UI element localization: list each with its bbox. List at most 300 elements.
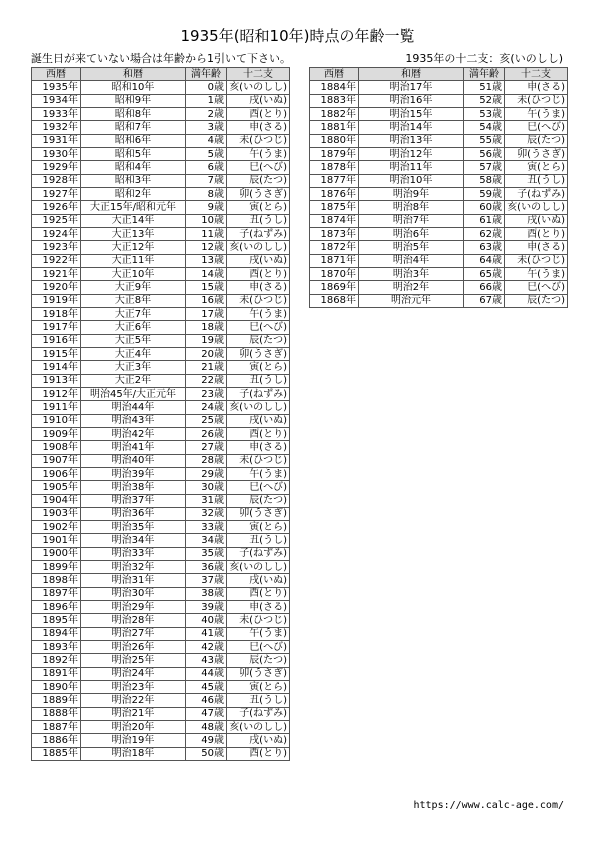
cell-western-year: 1918年 [32, 307, 81, 320]
cell-age: 18歳 [186, 321, 227, 334]
cell-age: 64歳 [464, 254, 505, 267]
cell-japanese-era: 明治22年 [81, 694, 186, 707]
cell-age: 59歳 [464, 187, 505, 200]
cell-age: 17歳 [186, 307, 227, 320]
cell-japanese-era: 明治15年 [359, 107, 464, 120]
cell-zodiac: 申(さる) [227, 281, 290, 294]
cell-western-year: 1898年 [32, 574, 81, 587]
cell-age: 29歳 [186, 467, 227, 480]
cell-zodiac: 巳(へび) [227, 481, 290, 494]
table-row [32, 414, 290, 427]
cell-zodiac: 寅(とら) [505, 161, 568, 174]
cell-japanese-era: 明治8年 [359, 201, 464, 214]
cell-age: 63歳 [464, 241, 505, 254]
table-row [310, 134, 568, 147]
cell-zodiac: 戌(いぬ) [227, 94, 290, 107]
table-row [32, 574, 290, 587]
cell-western-year: 1869年 [310, 281, 359, 294]
table-row [32, 174, 290, 187]
table-row [310, 161, 568, 174]
cell-zodiac: 戌(いぬ) [227, 254, 290, 267]
cell-japanese-era: 明治20年 [81, 721, 186, 734]
cell-japanese-era: 明治34年 [81, 534, 186, 547]
cell-zodiac: 子(ねずみ) [227, 227, 290, 240]
cell-western-year: 1928年 [32, 174, 81, 187]
table-row [32, 747, 290, 760]
table-row [32, 121, 290, 134]
cell-zodiac: 丑(うし) [227, 694, 290, 707]
cell-western-year: 1904年 [32, 494, 81, 507]
table-row [310, 187, 568, 200]
cell-zodiac: 寅(とら) [227, 201, 290, 214]
cell-zodiac: 戌(いぬ) [505, 214, 568, 227]
cell-age: 66歳 [464, 281, 505, 294]
cell-western-year: 1903年 [32, 507, 81, 520]
table-row [310, 201, 568, 214]
cell-western-year: 1884年 [310, 81, 359, 94]
cell-japanese-era: 明治36年 [81, 507, 186, 520]
table-row [310, 81, 568, 94]
cell-japanese-era: 大正4年 [81, 347, 186, 360]
cell-japanese-era: 明治29年 [81, 601, 186, 614]
cell-japanese-era: 昭和2年 [81, 187, 186, 200]
cell-zodiac: 午(うま) [227, 307, 290, 320]
cell-age: 8歳 [186, 187, 227, 200]
cell-japanese-era: 明治27年 [81, 627, 186, 640]
cell-zodiac: 未(ひつじ) [227, 454, 290, 467]
cell-japanese-era: 明治19年 [81, 734, 186, 747]
cell-japanese-era: 明治37年 [81, 494, 186, 507]
cell-japanese-era: 明治33年 [81, 547, 186, 560]
cell-western-year: 1909年 [32, 427, 81, 440]
cell-zodiac: 酉(とり) [227, 587, 290, 600]
cell-age: 23歳 [186, 387, 227, 400]
table-row [32, 627, 290, 640]
cell-age: 26歳 [186, 427, 227, 440]
cell-zodiac: 午(うま) [505, 267, 568, 280]
table-row [32, 547, 290, 560]
cell-age: 34歳 [186, 534, 227, 547]
table-row [310, 281, 568, 294]
cell-age: 42歳 [186, 641, 227, 654]
cell-zodiac: 辰(たつ) [227, 334, 290, 347]
cell-japanese-era: 明治24年 [81, 667, 186, 680]
cell-zodiac: 酉(とり) [505, 227, 568, 240]
cell-japanese-era: 明治35年 [81, 521, 186, 534]
cell-zodiac: 辰(たつ) [505, 134, 568, 147]
cell-zodiac: 子(ねずみ) [505, 187, 568, 200]
cell-age: 30歳 [186, 481, 227, 494]
cell-western-year: 1930年 [32, 147, 81, 160]
cell-japanese-era: 明治7年 [359, 214, 464, 227]
cell-zodiac: 未(ひつじ) [505, 254, 568, 267]
zodiac-of-year: 1935年の十二支：亥(いのしし) [405, 52, 563, 65]
cell-japanese-era: 明治31年 [81, 574, 186, 587]
cell-western-year: 1889年 [32, 694, 81, 707]
cell-japanese-era: 明治10年 [359, 174, 464, 187]
cell-western-year: 1876年 [310, 187, 359, 200]
cell-zodiac: 亥(いのしし) [227, 561, 290, 574]
cell-zodiac: 戌(いぬ) [227, 574, 290, 587]
cell-zodiac: 寅(とら) [227, 521, 290, 534]
cell-age: 12歳 [186, 241, 227, 254]
cell-age: 55歳 [464, 134, 505, 147]
table-row [32, 441, 290, 454]
cell-age: 24歳 [186, 401, 227, 414]
cell-japanese-era: 明治45年/大正元年 [81, 387, 186, 400]
cell-japanese-era: 昭和4年 [81, 161, 186, 174]
cell-western-year: 1917年 [32, 321, 81, 334]
cell-western-year: 1897年 [32, 587, 81, 600]
cell-western-year: 1927年 [32, 187, 81, 200]
cell-age: 58歳 [464, 174, 505, 187]
cell-zodiac: 申(さる) [505, 81, 568, 94]
cell-western-year: 1881年 [310, 121, 359, 134]
table-row [32, 294, 290, 307]
cell-zodiac: 午(うま) [227, 467, 290, 480]
cell-japanese-era: 昭和9年 [81, 94, 186, 107]
cell-japanese-era: 明治13年 [359, 134, 464, 147]
cell-japanese-era: 昭和10年 [81, 81, 186, 94]
cell-western-year: 1882年 [310, 107, 359, 120]
cell-age: 48歳 [186, 721, 227, 734]
cell-western-year: 1879年 [310, 147, 359, 160]
cell-western-year: 1888年 [32, 707, 81, 720]
cell-zodiac: 巳(へび) [227, 641, 290, 654]
cell-western-year: 1922年 [32, 254, 81, 267]
cell-age: 67歳 [464, 294, 505, 307]
cell-age: 33歳 [186, 521, 227, 534]
cell-japanese-era: 昭和6年 [81, 134, 186, 147]
cell-age: 54歳 [464, 121, 505, 134]
cell-age: 35歳 [186, 547, 227, 560]
cell-japanese-era: 明治23年 [81, 681, 186, 694]
table-row [310, 254, 568, 267]
cell-age: 25歳 [186, 414, 227, 427]
table-row [32, 494, 290, 507]
cell-zodiac: 巳(へび) [505, 281, 568, 294]
cell-age: 11歳 [186, 227, 227, 240]
cell-japanese-era: 大正5年 [81, 334, 186, 347]
table-row [32, 601, 290, 614]
cell-japanese-era: 明治28年 [81, 614, 186, 627]
cell-japanese-era: 大正8年 [81, 294, 186, 307]
cell-zodiac: 辰(たつ) [227, 174, 290, 187]
cell-zodiac: 卯(うさぎ) [227, 667, 290, 680]
header-zodiac: 十二支 [227, 68, 290, 81]
table-header-row [310, 68, 568, 81]
cell-western-year: 1901年 [32, 534, 81, 547]
cell-zodiac: 亥(いのしし) [227, 401, 290, 414]
cell-western-year: 1923年 [32, 241, 81, 254]
cell-western-year: 1934年 [32, 94, 81, 107]
cell-age: 28歳 [186, 454, 227, 467]
cell-zodiac: 申(さる) [227, 601, 290, 614]
cell-western-year: 1926年 [32, 201, 81, 214]
table-row [310, 107, 568, 120]
cell-western-year: 1893年 [32, 641, 81, 654]
table-row [32, 694, 290, 707]
cell-western-year: 1905年 [32, 481, 81, 494]
cell-western-year: 1912年 [32, 387, 81, 400]
cell-zodiac: 巳(へび) [505, 121, 568, 134]
cell-japanese-era: 明治16年 [359, 94, 464, 107]
table-row [32, 334, 290, 347]
cell-japanese-era: 明治11年 [359, 161, 464, 174]
table-row [32, 654, 290, 667]
cell-zodiac: 申(さる) [227, 441, 290, 454]
cell-japanese-era: 明治44年 [81, 401, 186, 414]
cell-zodiac: 丑(うし) [227, 214, 290, 227]
cell-age: 14歳 [186, 267, 227, 280]
table-row [32, 94, 290, 107]
table-row [32, 214, 290, 227]
cell-age: 61歳 [464, 214, 505, 227]
cell-zodiac: 寅(とら) [227, 361, 290, 374]
cell-western-year: 1902年 [32, 521, 81, 534]
table-row [32, 227, 290, 240]
table-row [32, 347, 290, 360]
cell-zodiac: 亥(いのしし) [227, 721, 290, 734]
cell-japanese-era: 明治41年 [81, 441, 186, 454]
cell-zodiac: 午(うま) [505, 107, 568, 120]
cell-age: 62歳 [464, 227, 505, 240]
cell-japanese-era: 明治30年 [81, 587, 186, 600]
table-row [310, 294, 568, 307]
cell-zodiac: 巳(へび) [227, 321, 290, 334]
table-row [32, 734, 290, 747]
cell-western-year: 1915年 [32, 347, 81, 360]
cell-japanese-era: 明治4年 [359, 254, 464, 267]
table-row [310, 121, 568, 134]
cell-age: 1歳 [186, 94, 227, 107]
cell-western-year: 1874年 [310, 214, 359, 227]
cell-zodiac: 丑(うし) [227, 374, 290, 387]
cell-western-year: 1892年 [32, 654, 81, 667]
cell-western-year: 1899年 [32, 561, 81, 574]
cell-age: 36歳 [186, 561, 227, 574]
cell-zodiac: 未(ひつじ) [227, 614, 290, 627]
cell-age: 21歳 [186, 361, 227, 374]
cell-western-year: 1891年 [32, 667, 81, 680]
cell-zodiac: 午(うま) [227, 627, 290, 640]
cell-western-year: 1924年 [32, 227, 81, 240]
cell-japanese-era: 明治40年 [81, 454, 186, 467]
cell-zodiac: 午(うま) [227, 147, 290, 160]
cell-zodiac: 巳(へび) [227, 161, 290, 174]
cell-zodiac: 辰(たつ) [227, 654, 290, 667]
table-row [32, 667, 290, 680]
cell-age: 52歳 [464, 94, 505, 107]
cell-japanese-era: 明治43年 [81, 414, 186, 427]
cell-age: 15歳 [186, 281, 227, 294]
header-japanese-era: 和暦 [359, 68, 464, 81]
cell-western-year: 1885年 [32, 747, 81, 760]
cell-age: 13歳 [186, 254, 227, 267]
table-row [32, 321, 290, 334]
age-table-left [31, 67, 290, 761]
cell-age: 38歳 [186, 587, 227, 600]
cell-age: 7歳 [186, 174, 227, 187]
cell-japanese-era: 明治14年 [359, 121, 464, 134]
cell-western-year: 1896年 [32, 601, 81, 614]
cell-zodiac: 丑(うし) [227, 534, 290, 547]
cell-age: 49歳 [186, 734, 227, 747]
table-row [32, 281, 290, 294]
cell-zodiac: 酉(とり) [227, 267, 290, 280]
cell-zodiac: 亥(いのしし) [227, 241, 290, 254]
table-row [32, 721, 290, 734]
cell-japanese-era: 明治6年 [359, 227, 464, 240]
table-row [310, 174, 568, 187]
table-row [310, 227, 568, 240]
cell-western-year: 1907年 [32, 454, 81, 467]
table-row [32, 427, 290, 440]
cell-age: 37歳 [186, 574, 227, 587]
cell-western-year: 1894年 [32, 627, 81, 640]
table-row [32, 454, 290, 467]
cell-age: 56歳 [464, 147, 505, 160]
cell-age: 44歳 [186, 667, 227, 680]
cell-zodiac: 寅(とら) [227, 681, 290, 694]
cell-western-year: 1921年 [32, 267, 81, 280]
cell-zodiac: 辰(たつ) [505, 294, 568, 307]
table-row [32, 201, 290, 214]
cell-western-year: 1877年 [310, 174, 359, 187]
cell-age: 46歳 [186, 694, 227, 707]
cell-western-year: 1872年 [310, 241, 359, 254]
table-row [32, 681, 290, 694]
table-row [310, 214, 568, 227]
table-row [32, 147, 290, 160]
cell-zodiac: 子(ねずみ) [227, 547, 290, 560]
table-row [32, 707, 290, 720]
cell-western-year: 1906年 [32, 467, 81, 480]
cell-japanese-era: 昭和8年 [81, 107, 186, 120]
cell-japanese-era: 明治5年 [359, 241, 464, 254]
cell-japanese-era: 明治元年 [359, 294, 464, 307]
cell-zodiac: 戌(いぬ) [227, 414, 290, 427]
cell-western-year: 1878年 [310, 161, 359, 174]
table-row [310, 147, 568, 160]
cell-zodiac: 未(ひつじ) [227, 134, 290, 147]
table-row [32, 107, 290, 120]
cell-zodiac: 卯(うさぎ) [227, 347, 290, 360]
table-row [32, 307, 290, 320]
cell-western-year: 1887年 [32, 721, 81, 734]
cell-western-year: 1919年 [32, 294, 81, 307]
cell-western-year: 1895年 [32, 614, 81, 627]
cell-age: 53歳 [464, 107, 505, 120]
cell-japanese-era: 明治2年 [359, 281, 464, 294]
cell-zodiac: 子(ねずみ) [227, 387, 290, 400]
cell-western-year: 1875年 [310, 201, 359, 214]
cell-zodiac: 卯(うさぎ) [227, 507, 290, 520]
cell-zodiac: 未(ひつじ) [227, 294, 290, 307]
table-row [32, 481, 290, 494]
header-western-year: 西暦 [310, 68, 359, 81]
table-row [32, 374, 290, 387]
cell-zodiac: 亥(いのしし) [227, 81, 290, 94]
cell-zodiac: 子(ねずみ) [227, 707, 290, 720]
cell-japanese-era: 大正14年 [81, 214, 186, 227]
page-title: 1935年(昭和10年)時点の年齢一覧 [180, 27, 415, 45]
cell-zodiac: 申(さる) [505, 241, 568, 254]
cell-age: 57歳 [464, 161, 505, 174]
cell-japanese-era: 大正13年 [81, 227, 186, 240]
cell-western-year: 1929年 [32, 161, 81, 174]
cell-japanese-era: 明治12年 [359, 147, 464, 160]
table-row [32, 641, 290, 654]
cell-age: 10歳 [186, 214, 227, 227]
table-row [310, 94, 568, 107]
cell-zodiac: 戌(いぬ) [227, 734, 290, 747]
table-row [32, 534, 290, 547]
cell-age: 65歳 [464, 267, 505, 280]
table-row [32, 161, 290, 174]
cell-western-year: 1890年 [32, 681, 81, 694]
cell-japanese-era: 明治26年 [81, 641, 186, 654]
table-row [310, 241, 568, 254]
cell-zodiac: 辰(たつ) [227, 494, 290, 507]
cell-zodiac: 卯(うさぎ) [505, 147, 568, 160]
cell-western-year: 1910年 [32, 414, 81, 427]
cell-age: 41歳 [186, 627, 227, 640]
table-row [32, 521, 290, 534]
table-row [32, 361, 290, 374]
cell-zodiac: 卯(うさぎ) [227, 187, 290, 200]
header-western-year: 西暦 [32, 68, 81, 81]
cell-japanese-era: 明治3年 [359, 267, 464, 280]
cell-western-year: 1868年 [310, 294, 359, 307]
cell-western-year: 1880年 [310, 134, 359, 147]
table-row [32, 507, 290, 520]
cell-western-year: 1870年 [310, 267, 359, 280]
cell-japanese-era: 大正10年 [81, 267, 186, 280]
cell-age: 31歳 [186, 494, 227, 507]
table-row [32, 561, 290, 574]
cell-age: 40歳 [186, 614, 227, 627]
cell-western-year: 1886年 [32, 734, 81, 747]
cell-western-year: 1932年 [32, 121, 81, 134]
cell-zodiac: 酉(とり) [227, 107, 290, 120]
cell-western-year: 1916年 [32, 334, 81, 347]
table-row [32, 241, 290, 254]
cell-western-year: 1931年 [32, 134, 81, 147]
cell-japanese-era: 大正15年/昭和元年 [81, 201, 186, 214]
table-row [32, 614, 290, 627]
cell-age: 60歳 [464, 201, 505, 214]
cell-western-year: 1900年 [32, 547, 81, 560]
cell-age: 32歳 [186, 507, 227, 520]
cell-japanese-era: 大正12年 [81, 241, 186, 254]
cell-japanese-era: 明治21年 [81, 707, 186, 720]
cell-western-year: 1935年 [32, 81, 81, 94]
table-row [32, 387, 290, 400]
cell-japanese-era: 明治38年 [81, 481, 186, 494]
cell-japanese-era: 大正7年 [81, 307, 186, 320]
cell-age: 51歳 [464, 81, 505, 94]
cell-western-year: 1908年 [32, 441, 81, 454]
table-row [32, 81, 290, 94]
table-row [310, 267, 568, 280]
site-url: https://www.calc-age.com/ [413, 800, 564, 811]
cell-zodiac: 酉(とり) [227, 747, 290, 760]
cell-western-year: 1913年 [32, 374, 81, 387]
cell-japanese-era: 大正9年 [81, 281, 186, 294]
cell-age: 0歳 [186, 81, 227, 94]
cell-age: 45歳 [186, 681, 227, 694]
